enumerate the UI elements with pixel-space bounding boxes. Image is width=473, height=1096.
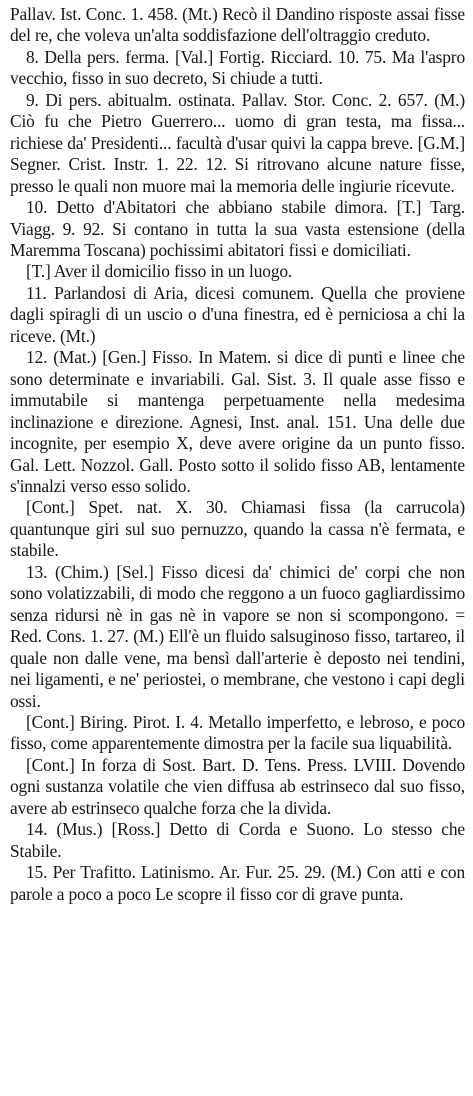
entry-paragraph: 14. (Mus.) [Ross.] Detto di Corda e Suono. Lo stesso che Stabile.: [10, 819, 465, 861]
entry-paragraph: 12. (Mat.) [Gen.] Fisso. In Matem. si dice di punti e linee che sono determinate e invariabili. Gal. Sist. 3. Il quale asse fisso e immutabile si mantenga perpetuamente nella medesima inclinazione e direzione. Agnesi, Inst. anal. 151. Una delle due incognite, per esempio X, deve avere origine da un punto fisso. Gal. Lett. Nozzol. Gall. Posto sotto il solido fisso AB, lentamente s'innalzi verso esso solido.: [10, 347, 465, 496]
entry-paragraph: [Cont.] In forza di Sost. Bart. D. Tens. Press. LVIII. Dovendo ogni sustanza volatile che vien diffusa ab estrinseco dal suo fisso, avere ab estrinseco qualche forza che la divida.: [10, 754, 465, 818]
entry-paragraph: 8. Della pers. ferma. [Val.] Fortig. Ricciard. 10. 75. Ma l'aspro vecchio, fisso in suo decreto, Si chiude a tutti.: [10, 46, 465, 89]
entry-paragraph: [Cont.] Spet. nat. X. 30. Chiamasi fissa (la carrucola) quantunque giri sul suo pernuzzo, quando la cassa n'è fermata, e stabile.: [10, 497, 465, 561]
entry-paragraph: Pallav. Ist. Conc. 1. 458. (Mt.) Recò il Dandino risposte assai fisse del re, che voleva un'alta soddisfazione dell'oltraggio creduto.: [10, 4, 465, 46]
entry-paragraph: 10. Detto d'Abitatori che abbiano stabile dimora. [T.] Targ. Viagg. 9. 92. Si contano in tutta la sua vasta estensione (della Maremma Toscana) pochissimi abitatori fissi e domiciliati.: [10, 197, 465, 260]
entry-paragraph: [Cont.] Biring. Pirot. I. 4. Metallo imperfetto, e lebroso, e poco fisso, come apparentemente dimostra per la facile sua liquabilità.: [10, 711, 465, 754]
entry-paragraph: 11. Parlandosi di Aria, dicesi comunem. Quella che proviene dagli spiragli di un uscio o d'una finestra, ed è perniciosa a chi la riceve. (Mt.): [10, 282, 465, 346]
entry-paragraph: 15. Per Trafitto. Latinismo. Ar. Fur. 25. 29. (M.) Con atti e con parole a poco a poco Le scopre il fisso cor di grave punta.: [10, 862, 465, 904]
entry-paragraph: 9. Di pers. abitualm. ostinata. Pallav. Stor. Conc. 2. 657. (M.) Ciò fu che Pietro Guerrero... uomo di gran testa, ma fissa... richiese da' Presidenti... facultà d'usar quivi la cappa breve. [G.M.] Segner. Crist. Instr. 1. 22. 12. Si ritrovano alcune nature fisse, presso le quali non muore mai la memoria delle ingiurie ricevute.: [10, 89, 465, 196]
entry-paragraph: [T.] Aver il domicilio fisso in un luogo.: [26, 261, 293, 282]
entry-paragraph: 13. (Chim.) [Sel.] Fisso dicesi da' chimici de' corpi che non sono volatizzabili, di modo che reggono a un fuoco gagliardissimo senza ridursi nè in gas nè in vapore se non si scompongono. = Red. Cons. 1. 27. (M.) Ell'è un fluido salsuginoso fisso, tartareo, il quale non dalle vene, ma bensì dall'arterie è deposto nei tendini, nei ligamenti, e ne' periostei, o membrane, che vestono i capi degli ossi.: [10, 561, 465, 711]
